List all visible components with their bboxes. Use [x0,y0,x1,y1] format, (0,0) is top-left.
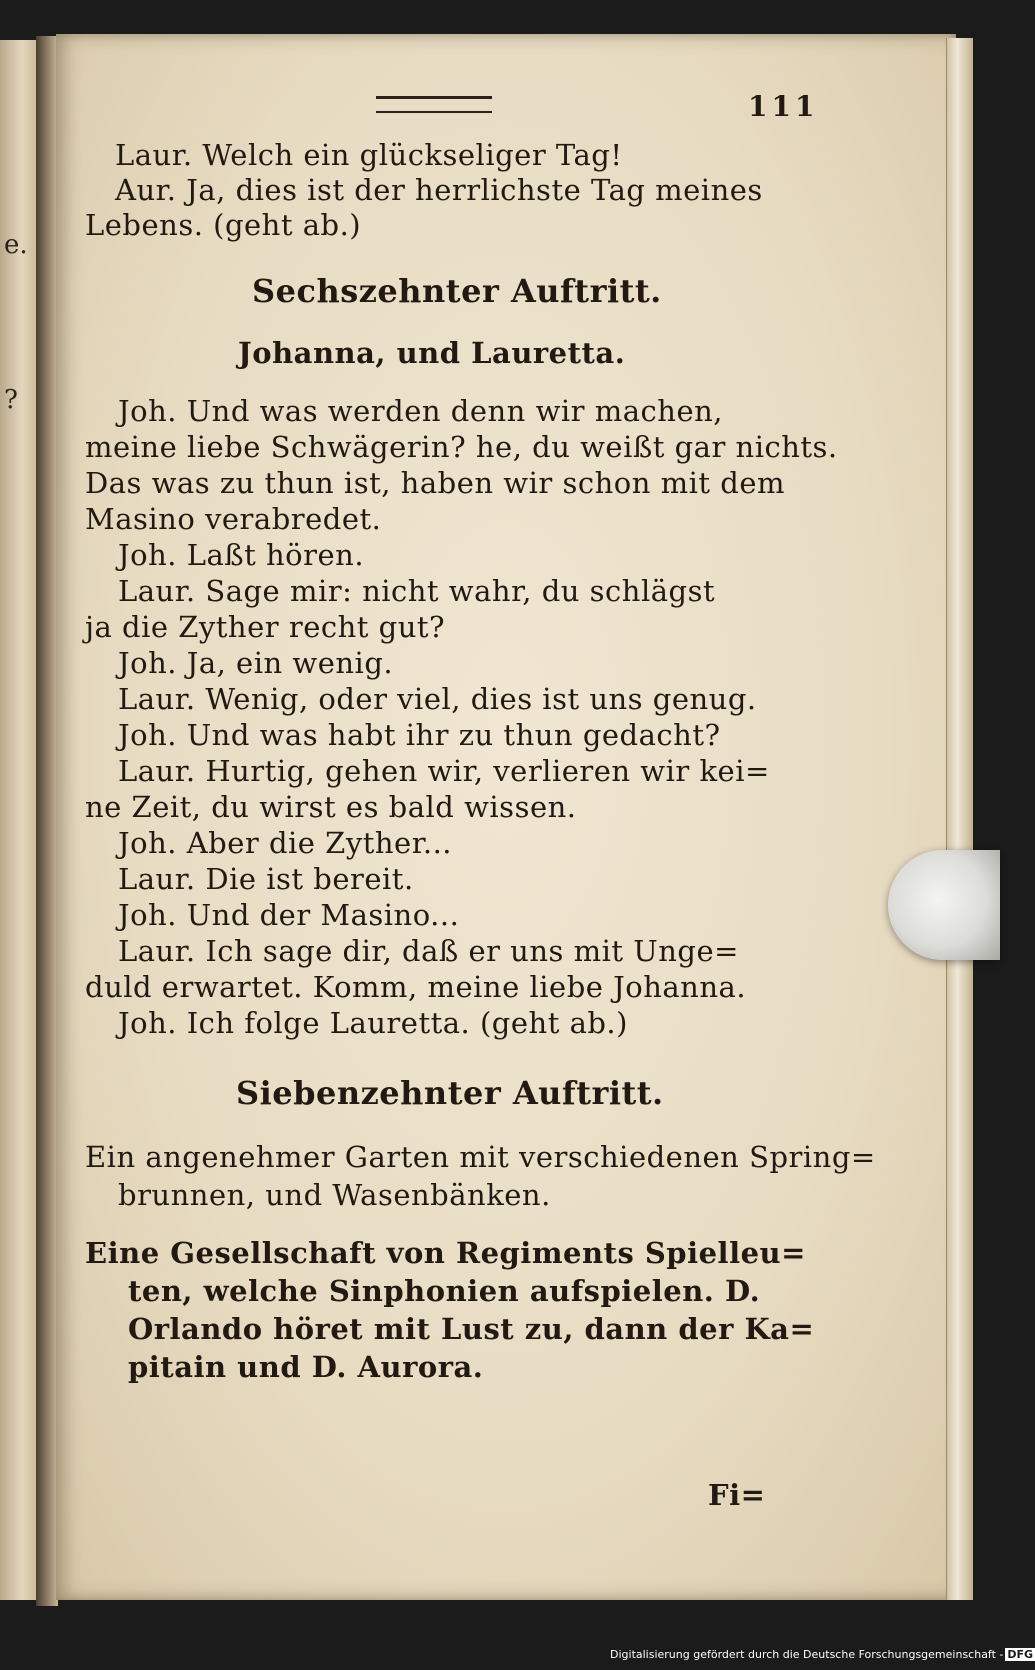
text-line: Das was zu thun ist, haben wir schon mit dem [85,466,785,500]
page-stack-edge [946,38,973,1600]
text-line: Joh. Ja, ein wenig. [118,646,394,680]
text-line: Aur. Ja, dies ist der herrlichste Tag meines [115,173,763,207]
text-line: Joh. Und der Masino... [118,898,460,932]
page-number: 111 [748,90,819,123]
text-line: ne Zeit, du wirst es bald wissen. [85,790,577,824]
text-line: Laur. Wenig, oder viel, dies ist uns genug. [118,682,757,716]
text-line: Laur. Welch ein glückseliger Tag! [115,138,623,172]
text-line: Laur. Ich sage dir, daß er uns mit Unge= [118,934,739,968]
digitization-credit [610,1648,1035,1661]
text-line: Joh. Und was habt ihr zu thun gedacht? [118,718,721,752]
text-line: Lebens. (geht ab.) [85,208,362,242]
text-line: Laur. Die ist bereit. [118,862,414,896]
scene-heading: Siebenzehnter Auftritt. [236,1074,664,1112]
catchword: Fi= [708,1478,766,1512]
stage-direction: Orlando höret mit Lust zu, dann der Ka= [128,1312,815,1346]
facing-page-edge [0,40,38,1600]
text-line: Laur. Hurtig, gehen wir, verlieren wir kei= [118,754,770,788]
dfg-logo: DFG [1007,1648,1034,1661]
margin-glyph: e. [4,230,28,260]
credit-text: Digitalisierung gefördert durch die Deutsche Forschungsgemeinschaft - [610,1648,1004,1661]
scene-characters: Johanna, und Lauretta. [238,336,626,370]
text-line: ja die Zyther recht gut? [85,610,446,644]
text-line: Joh. Und was werden denn wir machen, [118,394,724,428]
stage-direction: brunnen, und Wasenbänken. [118,1178,551,1212]
text-line: Joh. Aber die Zyther... [118,826,453,860]
text-line: Masino verabredet. [85,502,382,536]
stage-direction: Ein angenehmer Garten mit verschiedenen Spring= [85,1140,876,1174]
text-line: Joh. Laßt hören. [118,538,365,572]
stage-direction: Eine Gesellschaft von Regiments Spielleu= [85,1236,806,1270]
scene-heading: Sechszehnter Auftritt. [252,272,662,310]
page-clip [888,850,1000,960]
stage-direction: pitain und D. Aurora. [128,1350,484,1384]
text-line: Laur. Sage mir: nicht wahr, du schlägst [118,574,716,608]
text-line: Joh. Ich folge Lauretta. (geht ab.) [118,1006,628,1040]
stage-direction: ten, welche Sinphonien aufspielen. D. [128,1274,761,1308]
text-line: duld erwartet. Komm, meine liebe Johanna. [85,970,747,1004]
book-spine [36,36,58,1606]
header-rule [376,96,492,113]
margin-glyph: ? [4,385,18,415]
text-line: meine liebe Schwägerin? he, du weißt gar nichts. [85,430,838,464]
